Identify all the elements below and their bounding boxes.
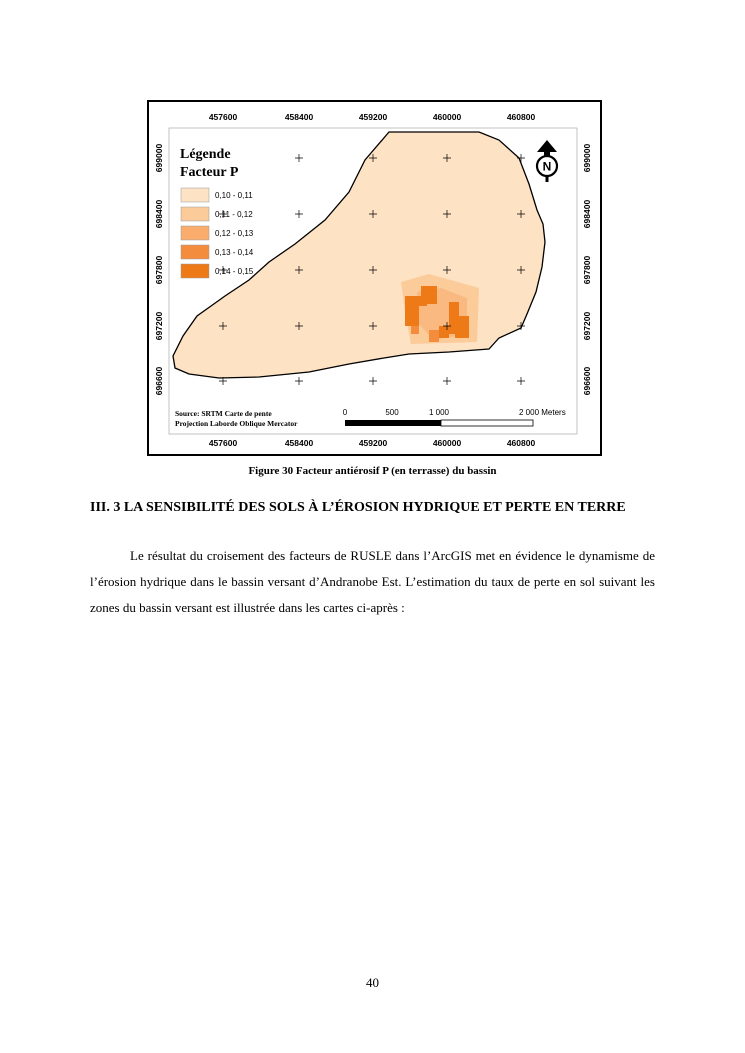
body-paragraph: Le résultat du croisement des facteurs de RUSLE dans l’ArcGIS met en évidence le dynamisme de l’érosion hydrique dans le bassin versant d’Andranobe Est. L’estimation du taux de perte en sol suivant les zones du bassin versant est illustrée dans les cartes ci-après : bbox=[90, 548, 655, 615]
x-tick-bottom: 459200 bbox=[358, 438, 388, 448]
scale-label: 2 000 Meters bbox=[519, 408, 566, 417]
legend-label: 0,10 - 0,11 bbox=[215, 191, 253, 200]
y-tick-right: 697800 bbox=[582, 255, 592, 285]
scale-label: 1 000 bbox=[428, 408, 450, 417]
x-tick-top: 460000 bbox=[432, 112, 462, 122]
legend-swatch bbox=[181, 264, 209, 278]
x-tick-bottom: 460000 bbox=[432, 438, 462, 448]
y-tick-right: 699000 bbox=[582, 143, 592, 173]
x-tick-bottom: 458400 bbox=[284, 438, 314, 448]
page-number: 40 bbox=[366, 975, 379, 990]
legend-swatch bbox=[181, 226, 209, 240]
map-figure bbox=[147, 100, 602, 456]
y-tick-left: 698400 bbox=[154, 199, 164, 229]
projection-text: Projection Laborde Oblique Mercator bbox=[175, 419, 298, 428]
y-tick-left: 697200 bbox=[154, 311, 164, 341]
legend-swatch bbox=[181, 245, 209, 259]
legend-label: 0,11 - 0,12 bbox=[215, 210, 253, 219]
y-tick-right: 696600 bbox=[582, 366, 592, 396]
scale-label: 0 bbox=[342, 408, 348, 417]
x-tick-top: 459200 bbox=[358, 112, 388, 122]
x-tick-top: 460800 bbox=[506, 112, 536, 122]
legend-label: 0,13 - 0,14 bbox=[215, 248, 254, 257]
x-tick-top: 457600 bbox=[208, 112, 238, 122]
y-tick-left: 696600 bbox=[154, 366, 164, 396]
x-tick-bottom: 460800 bbox=[506, 438, 536, 448]
legend-subtitle: Facteur P bbox=[180, 165, 239, 180]
scale-bar bbox=[345, 420, 533, 426]
x-tick-top: 458400 bbox=[284, 112, 314, 122]
scale-label: 500 bbox=[385, 408, 399, 417]
y-tick-right: 698400 bbox=[582, 199, 592, 229]
legend-swatch bbox=[181, 207, 209, 221]
y-tick-right: 697200 bbox=[582, 311, 592, 341]
legend-label: 0,12 - 0,13 bbox=[215, 229, 254, 238]
y-tick-left: 697800 bbox=[154, 255, 164, 285]
legend-swatch bbox=[181, 188, 209, 202]
section-heading: III. 3 LA SENSIBILITÉ DES SOLS À L’ÉROSION HYDRIQUE ET PERTE EN TERRE bbox=[90, 500, 626, 515]
y-tick-left: 699000 bbox=[154, 143, 164, 173]
figure-caption: Figure 30 Facteur antiérosif P (en terrasse) du bassin bbox=[248, 465, 497, 477]
x-tick-bottom: 457600 bbox=[208, 438, 238, 448]
map-svg bbox=[149, 102, 600, 454]
source-text: Source: SRTM Carte de pente bbox=[175, 409, 272, 418]
legend-title: Légende bbox=[180, 147, 231, 162]
north-label: N bbox=[542, 159, 552, 174]
legend-label: 0,14 - 0,15 bbox=[215, 267, 254, 276]
